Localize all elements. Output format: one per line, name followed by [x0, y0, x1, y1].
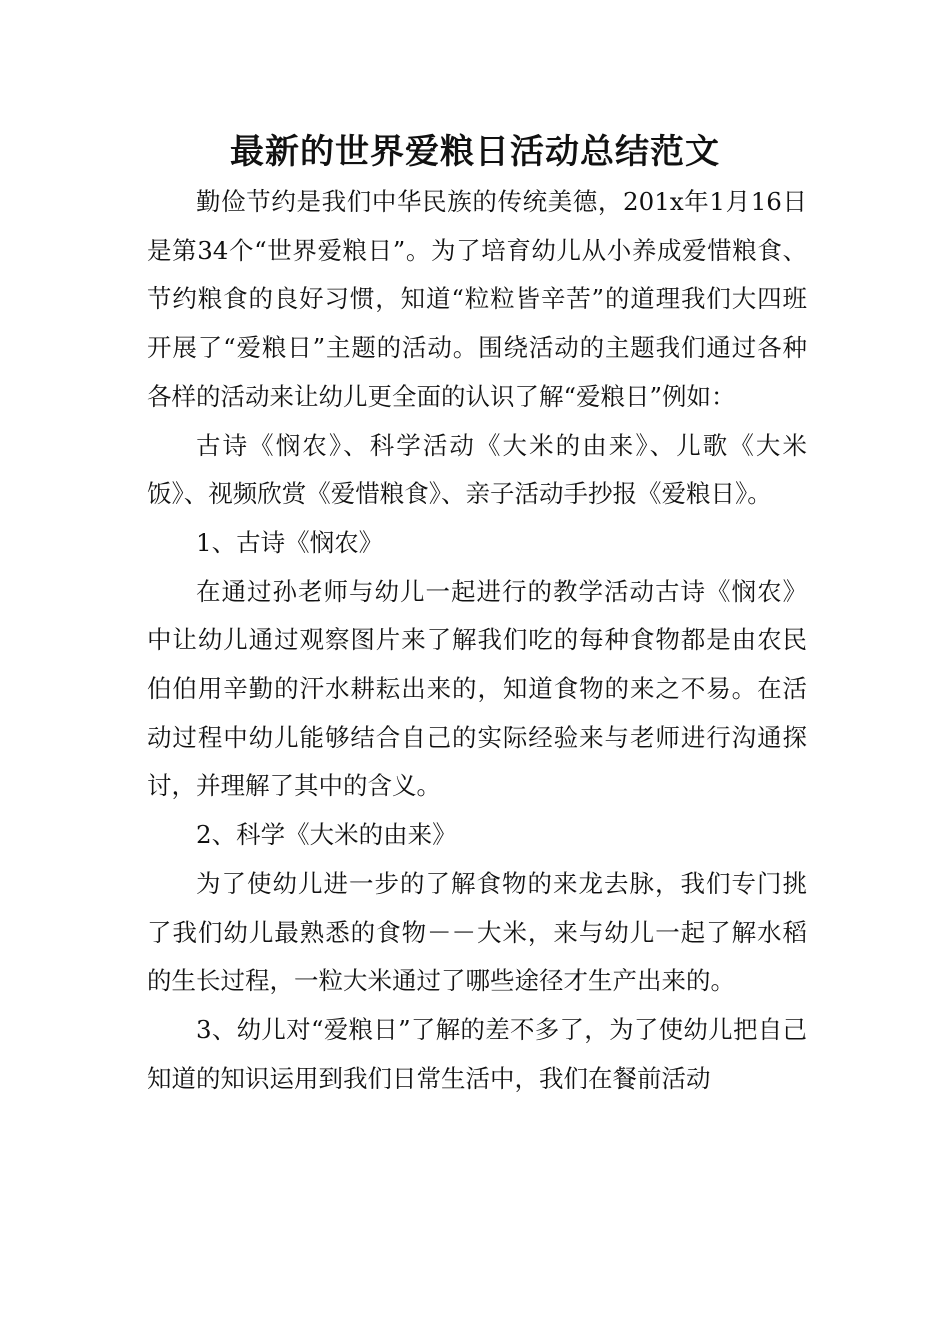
document-body [147, 178, 807, 1103]
document-title: 最新的世界爱粮日活动总结范文 [230, 132, 720, 172]
section-heading-2: 2、科学《大米的由来》 [196, 820, 457, 850]
paragraph-section-1: 在通过孙老师与幼儿一起进行的教学活动古诗《悯农》中让幼儿通过观察图片来了解我们吃的每种食物都是由农民伯伯用辛勤的汗水耕耘出来的，知道食物的来之不易。在活动过程中幼儿能够结合自己的实际经验来与老师进行沟通探讨，并理解了其中的含义。 [147, 576, 807, 801]
paragraph-section-3: 3、幼儿对“爱粮日”了解的差不多了，为了使幼儿把自己知道的知识运用到我们日常生活中，我们在餐前活动 [147, 1014, 807, 1093]
paragraph-activity-list: 古诗《悯农》、科学活动《大米的由来》、儿歌《大米饭》、视频欣赏《爱惜粮食》、亲子活动手抄报《爱粮日》。 [147, 430, 807, 509]
section-heading-1: 1、古诗《悯农》 [196, 527, 384, 557]
paragraph-section-2: 为了使幼儿进一步的了解食物的来龙去脉，我们专门挑了我们幼儿最熟悉的食物－－大米，来与幼儿一起了解水稻的生长过程，一粒大米通过了哪些途径才生产出来的。 [147, 868, 807, 996]
paragraph-intro: 勤俭节约是我们中华民族的传统美德，201x年1月16日是第34个“世界爱粮日”。为了培育幼儿从小养成爱惜粮食、节约粮食的良好习惯，知道“粒粒皆辛苦”的道理我们大四班开展了“爱粮日”主题的活动。围绕活动的主题我们通过各种各样的活动来让幼儿更全面的认识了解“爱粮日”例如： [147, 187, 807, 411]
